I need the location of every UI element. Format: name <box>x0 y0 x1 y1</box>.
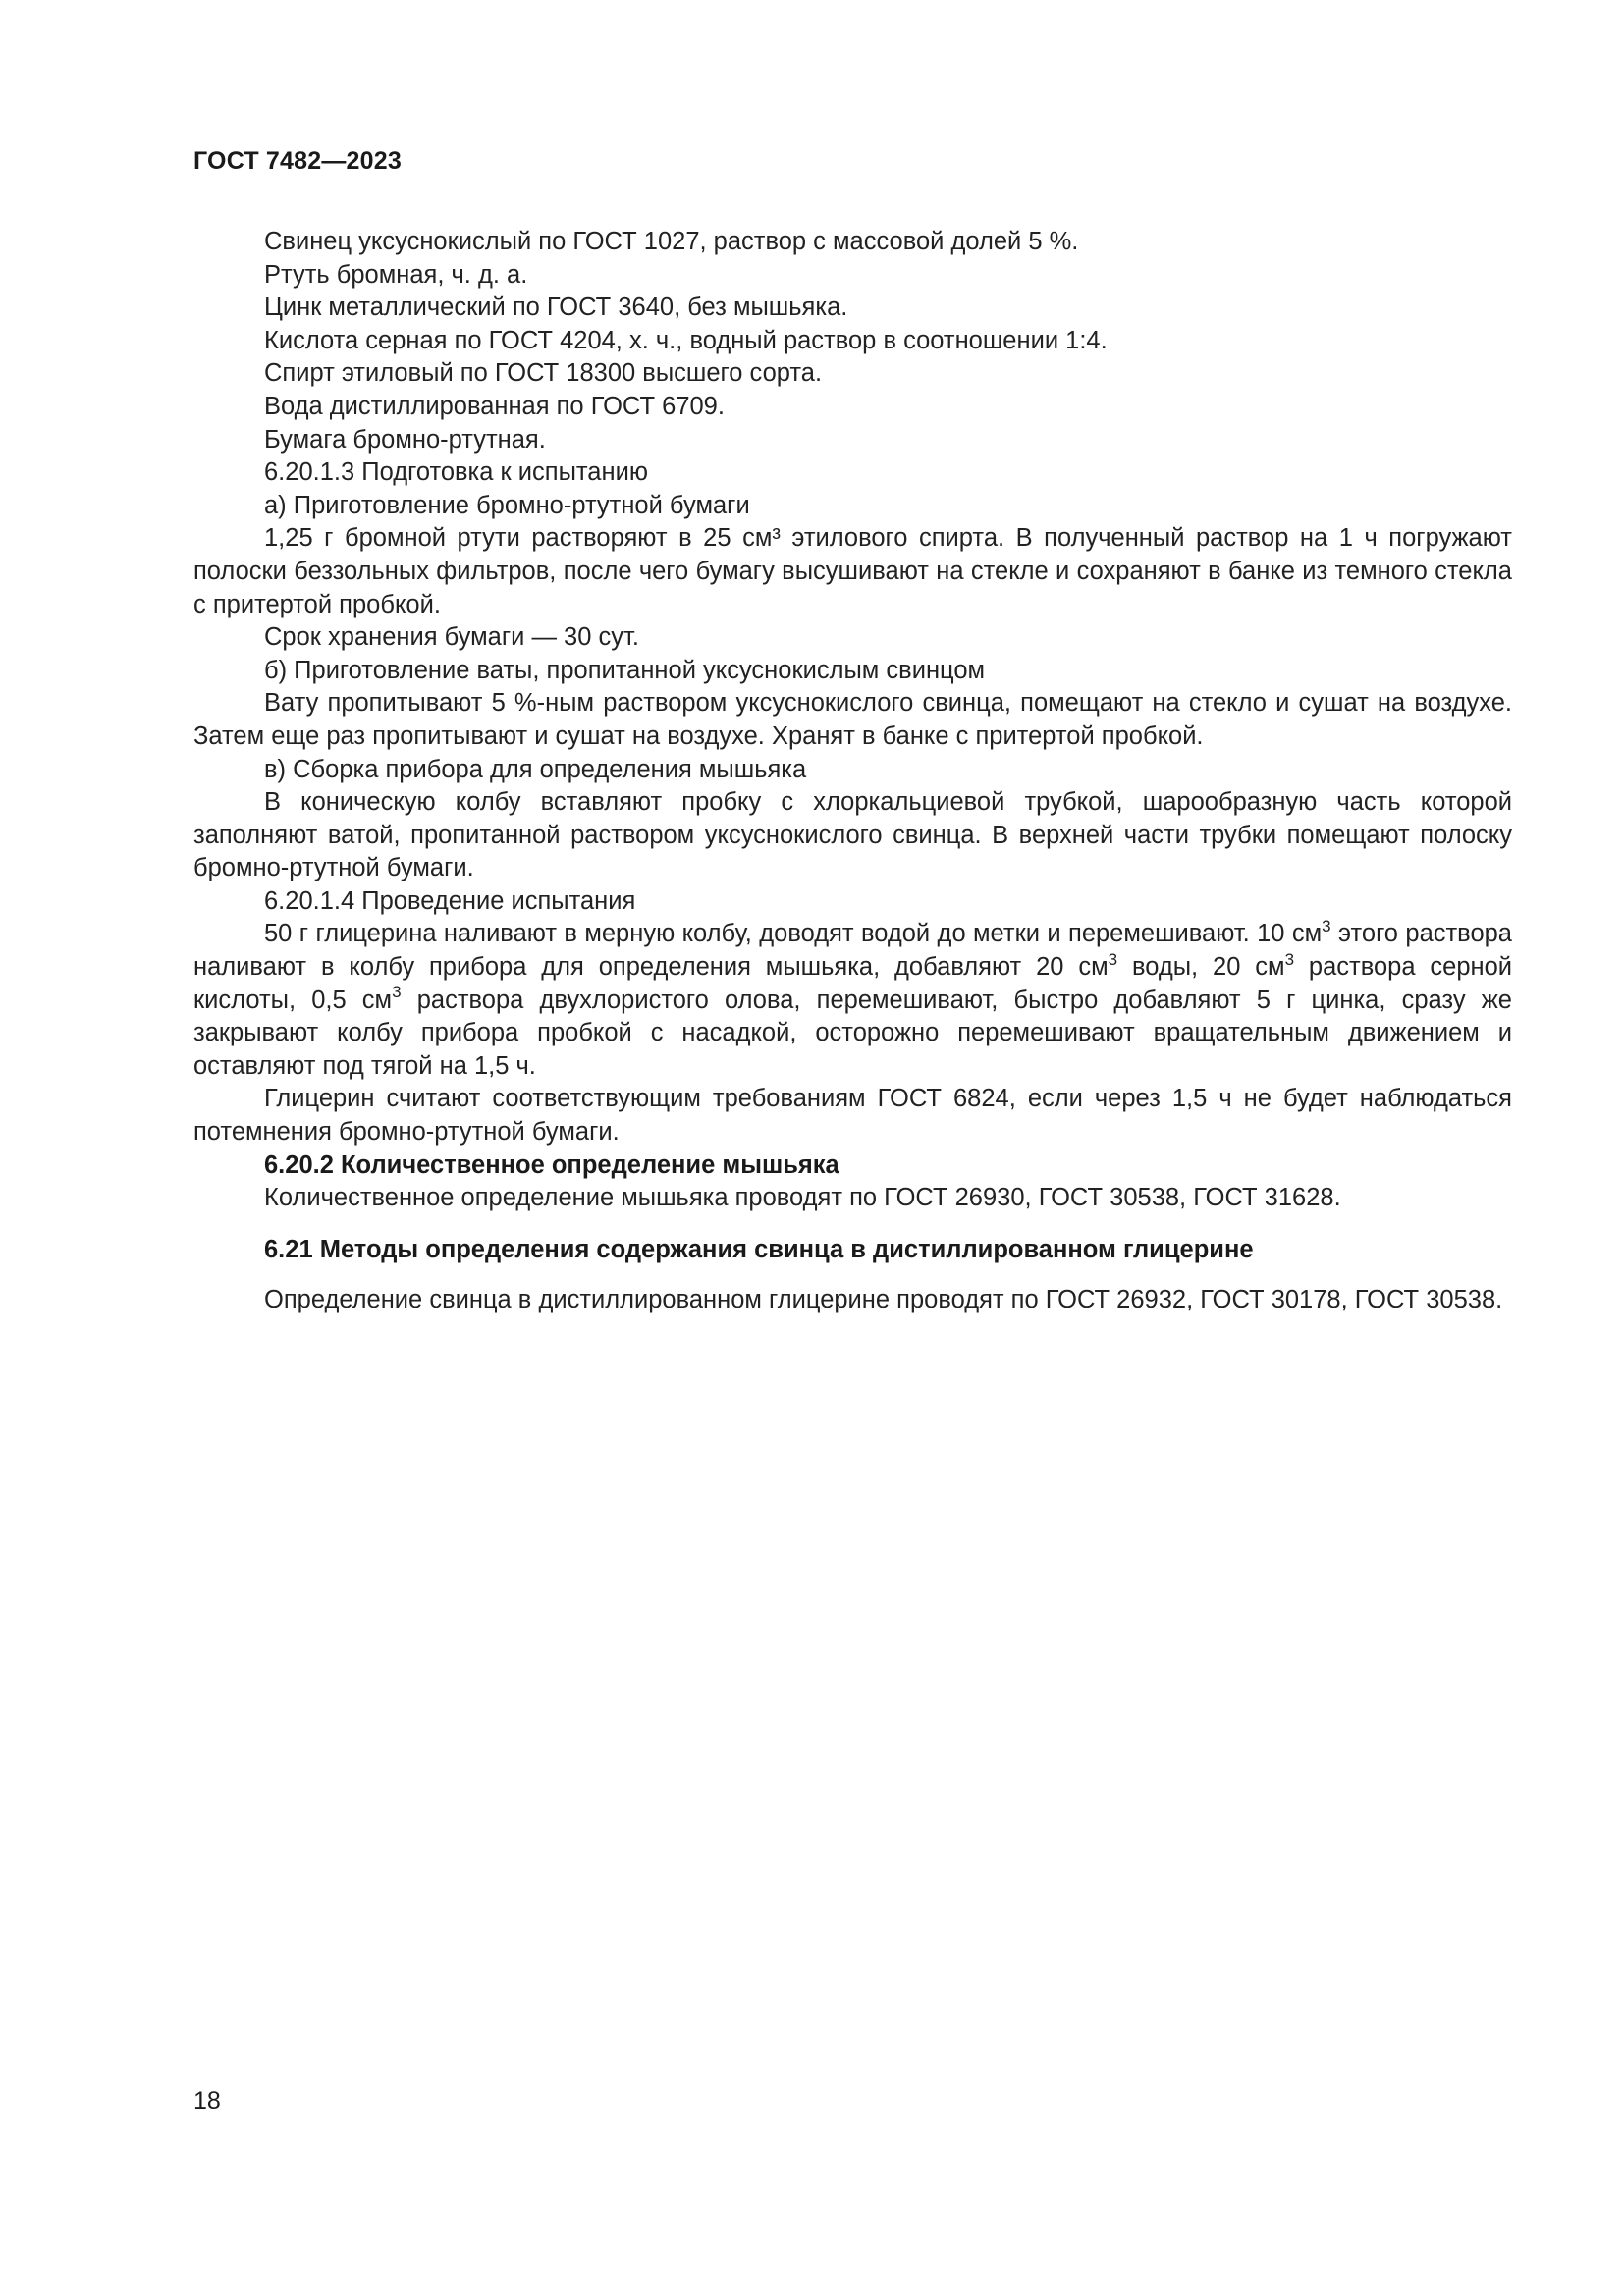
conclusion-text: Глицерин считают соответствующим требованиям ГОСТ 6824, если через 1,5 ч не будет наблюдаться потемнения бромно-ртутной бумаги. <box>193 1085 1512 1147</box>
section-6-21-title: 6.21 Методы определения содержания свинца в дистиллированном глицерине <box>264 1235 1254 1263</box>
cm3-exponent: 3 <box>1284 949 1295 969</box>
section-6-20-2-text: Количественное определение мышьяка проводят по ГОСТ 26930, ГОСТ 30538, ГОСТ 31628. <box>264 1184 1341 1212</box>
page-number: 18 <box>193 2087 221 2114</box>
step-v-text: В коническую колбу вставляют пробку с хлоркальциевой трубкой, шарообразную часть которой заполняют ватой, пропитанной раствором уксуснокислого свинца. В верхней части трубки помещают полоску бромно-ртутной бумаги. <box>193 788 1512 882</box>
test-procedure-text <box>193 918 1512 1083</box>
reagent-distilled-water: Вода дистиллированная по ГОСТ 6709. <box>264 392 725 420</box>
test-text-part-3: воды, 20 см <box>1117 953 1285 982</box>
test-text-part-4: раствора серной кислоты, 0,5 см <box>193 953 1513 1014</box>
step-a-text: 1,25 г бромной ртути растворяют в 25 см³ этилового спирта. В полученный раствор на 1 ч погружают полоски беззольных фильтров, после чего бумагу высушивают на стекле и сохраняют в банке из темного стекла с притертой пробкой. <box>193 524 1512 618</box>
step-v-title: в) Сборка прибора для определения мышьяка <box>264 755 807 783</box>
test-text-part-1: 50 г глицерина наливают в мерную колбу, доводят водой до метки и перемешивают. 10 см <box>264 920 1323 948</box>
cm3-exponent: 3 <box>1322 916 1331 935</box>
page-body <box>193 226 1512 1317</box>
reagent-bromide-paper: Бумага бромно-ртутная. <box>264 425 546 454</box>
section-6-20-1-4-title: 6.20.1.4 Проведение испытания <box>264 886 636 915</box>
reagent-mercury-bromide: Ртуть бромная, ч. д. а. <box>264 260 528 289</box>
standard-code-header: ГОСТ 7482—2023 <box>193 147 402 175</box>
test-text-part-5: раствора двухлористого олова, перемешивают, быстро добавляют 5 г цинка, сразу же закрывают колбу прибора пробкой с насадкой, осторожно перемешивают вращательным движением и оставляют под тягой на 1,5 ч. <box>193 986 1512 1080</box>
cm3-exponent: 3 <box>392 983 402 1002</box>
cm3-exponent: 3 <box>1108 949 1118 969</box>
step-b-text: Вату пропитывают 5 %-ным раствором уксуснокислого свинца, помещают на стекло и сушат на воздухе. Затем еще раз пропитывают и сушат на воздухе. Хранят в банке с притертой пробкой. <box>193 689 1512 750</box>
test-text-part-2: этого раствора наливают в колбу прибора для определения мышьяка, добавляют 20 см <box>193 920 1512 982</box>
reagent-lead-acetate: Свинец уксуснокислый по ГОСТ 1027, раствор с массовой долей 5 %. <box>264 228 1079 255</box>
reagent-zinc: Цинк металлический по ГОСТ 3640, без мышьяка. <box>264 294 848 322</box>
step-a-title: а) Приготовление бромно-ртутной бумаги <box>264 491 750 519</box>
reagent-sulfuric-acid: Кислота серная по ГОСТ 4204, х. ч., водный раствор в соотношении 1:4. <box>264 326 1108 354</box>
step-a-storage: Срок хранения бумаги — 30 сут. <box>264 623 639 652</box>
section-6-21-text: Определение свинца в дистиллированном глицерине проводят по ГОСТ 26932, ГОСТ 30178, ГОСТ 30538. <box>264 1286 1503 1314</box>
step-b-title: б) Приготовление ваты, пропитанной уксуснокислым свинцом <box>264 656 986 684</box>
section-6-20-2-title: 6.20.2 Количественное определение мышьяка <box>264 1150 839 1179</box>
section-6-20-1-3-title: 6.20.1.3 Подготовка к испытанию <box>264 458 648 487</box>
reagent-ethyl-alcohol: Спирт этиловый по ГОСТ 18300 высшего сорта. <box>264 359 823 388</box>
